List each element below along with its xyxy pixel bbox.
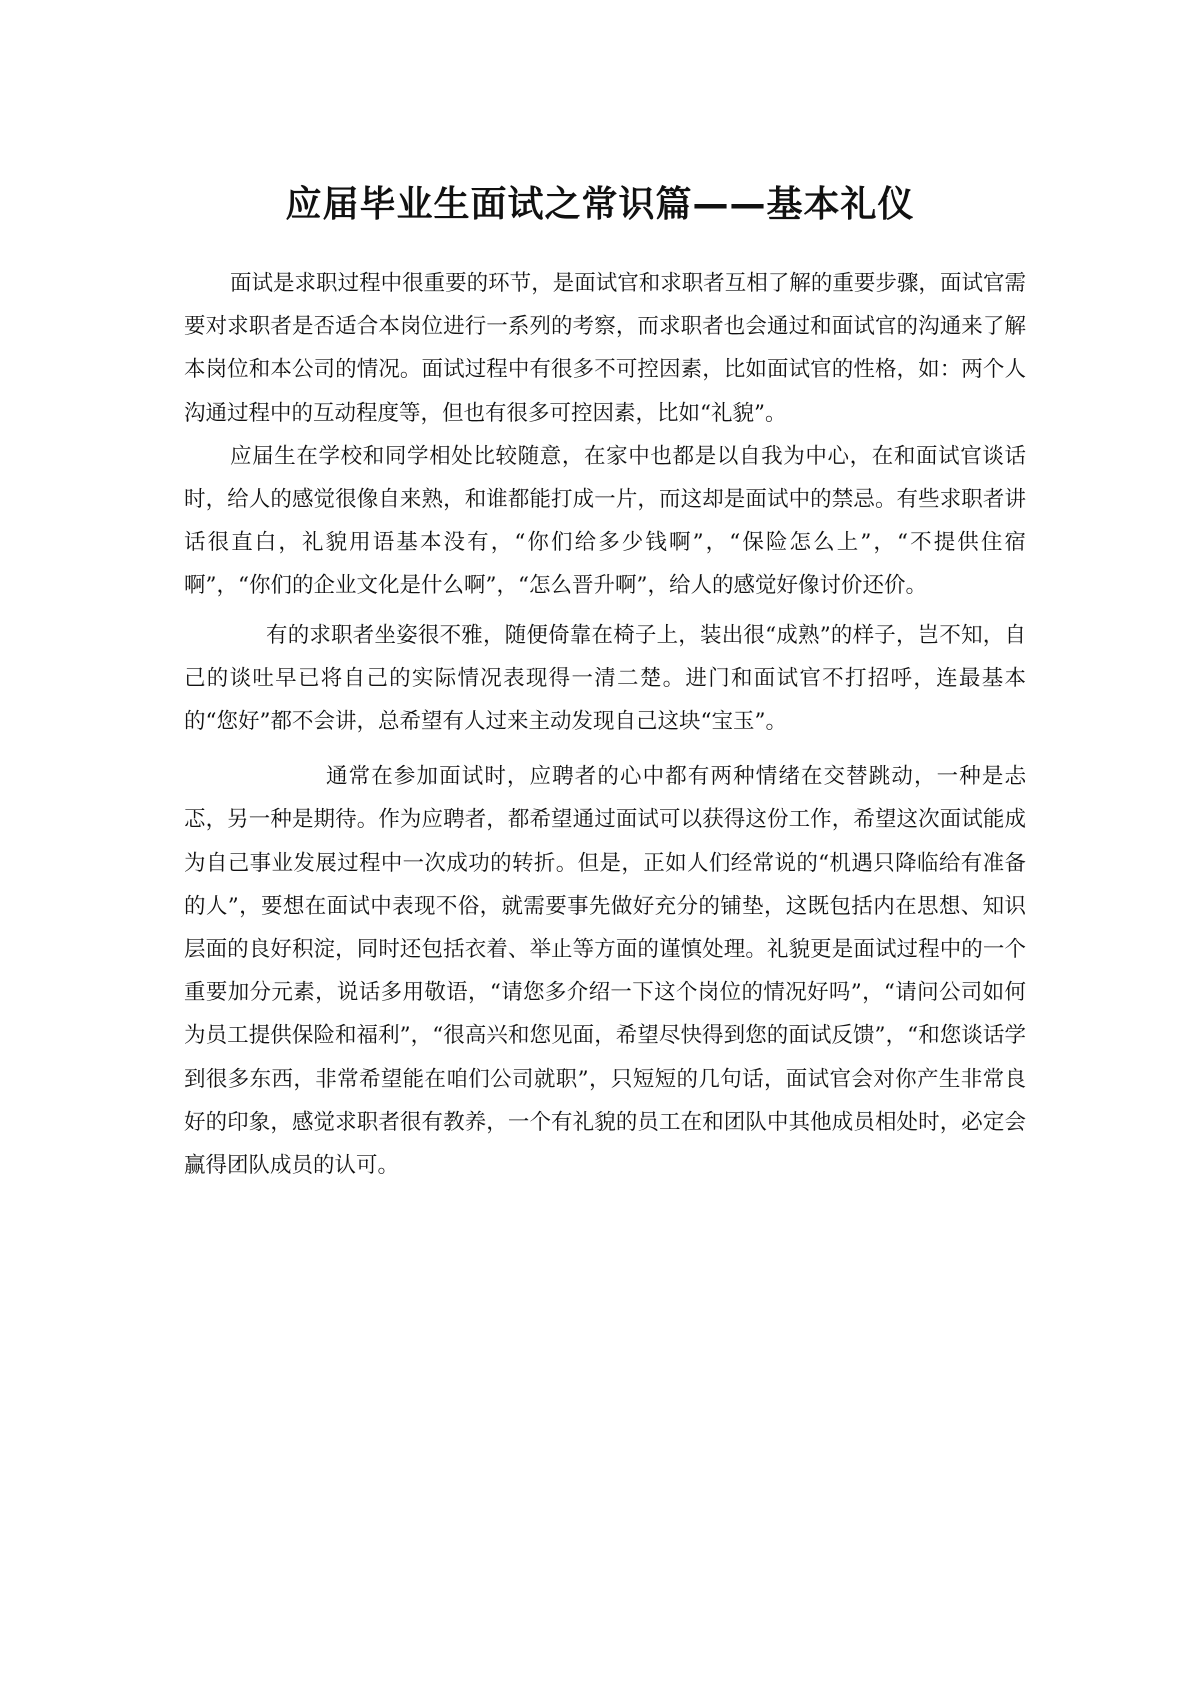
document-body [184, 262, 1026, 1187]
paragraph-3: 有的求职者坐姿很不雅，随便倚靠在椅子上，装出很“成熟”的样子，岂不知，自己的谈吐早已将自己的实际情况表现得一清二楚。进门和面试官不打招呼，连最基本的“您好”都不会讲，总希望有人过来主动发现自己这块“宝玉”。 [184, 622, 1026, 735]
document-title: 应届毕业生面试之常识篇——基本礼仪 [285, 184, 915, 225]
paragraph-1: 面试是求职过程中很重要的环节，是面试官和求职者互相了解的重要步骤，面试官需要对求职者是否适合本岗位进行一系列的考察，而求职者也会通过和面试官的沟通来了解本岗位和本公司的情况。面试过程中有很多不可控因素，比如面试官的性格，如：两个人沟通过程中的互动程度等，但也有很多可控因素，比如“礼貌”。 [184, 271, 1026, 426]
paragraph-2: 应届生在学校和同学相处比较随意，在家中也都是以自我为中心，在和面试官谈话时，给人的感觉很像自来熟，和谁都能打成一片，而这却是面试中的禁忌。有些求职者讲话很直白，礼貌用语基本没有，“你们给多少钱啊”，“保险怎么上”，“不提供住宿啊”，“你们的企业文化是什么啊”，“怎么晋升啊”，给人的感觉好像讨价还价。 [184, 443, 1026, 599]
paragraph-4: 通常在参加面试时，应聘者的心中都有两种情绪在交替跳动，一种是忐忑，另一种是期待。作为应聘者，都希望通过面试可以获得这份工作，希望这次面试能成为自己事业发展过程中一次成功的转折。但是，正如人们经常说的“机遇只降临给有准备的人”，要想在面试中表现不俗，就需要事先做好充分的铺垫，这既包括内在思想、知识层面的良好积淀，同时还包括衣着、举止等方面的谨慎处理。礼貌更是面试过程中的一个重要加分元素，说话多用敬语，“请您多介绍一下这个岗位的情况好吗”，“请问公司如何为员工提供保险和福利”，“很高兴和您见面，希望尽快得到您的面试反馈”，“和您谈话学到很多东西，非常希望能在咱们公司就职”，只短短的几句话，面试官会对你产生非常良好的印象，感觉求职者很有教养，一个有礼貌的员工在和团队中其他成员相处时，必定会赢得团队成员的认可。 [184, 764, 1026, 1179]
